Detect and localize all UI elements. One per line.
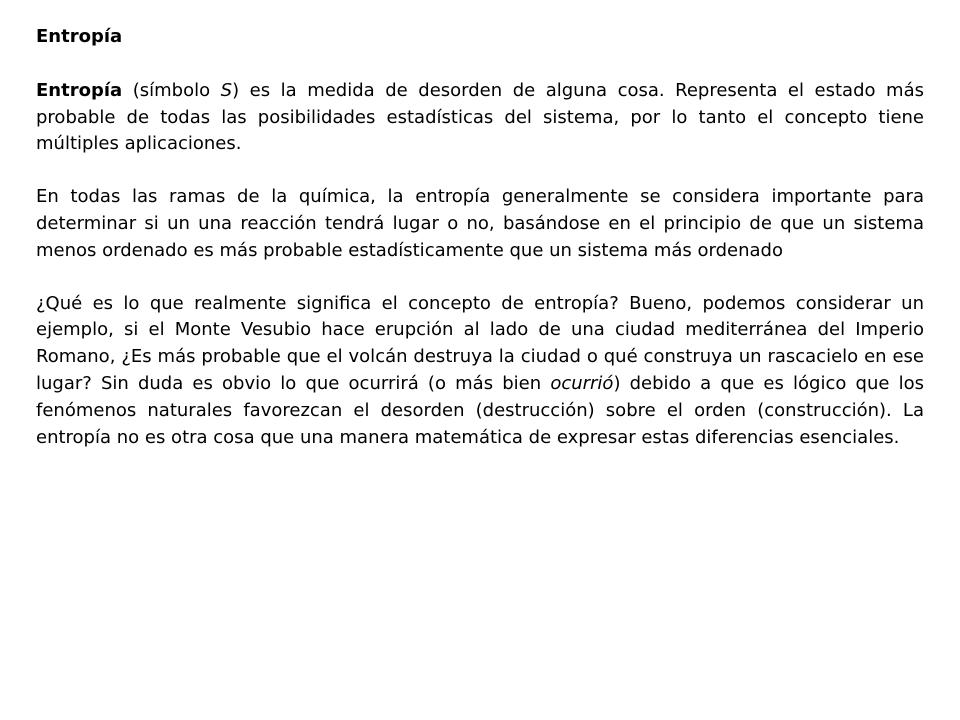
entropy-symbol: S — [220, 79, 233, 101]
example-text-end: ) debido a que es lógico que los fenómenos naturales favorezcan el desorden (destrucción) sobre el orden (construcción). La entropía no es otra cosa que una manera matemática de expresar estas diferencias esenciales. — [36, 372, 925, 448]
definition-text-start: (símbolo — [122, 79, 221, 101]
example-emphasis: ocurrió — [550, 372, 614, 394]
chemistry-paragraph — [36, 184, 924, 264]
example-paragraph — [36, 291, 924, 452]
example-text-start: ¿Qué es lo que realmente significa el concepto de entropía? Bueno, podemos considerar un ejemplo, si el Monte Vesubio hace erupción al lado de una ciudad mediterránea del Imperio Romano, ¿Es más probable que el volcán destruya la ciudad o qué construya un rascacielo en ese lugar? Sin duda es obvio lo que ocurrirá (o más bien — [36, 292, 924, 394]
page-title: Entropía — [36, 26, 123, 47]
defined-term: Entropía — [36, 79, 123, 101]
definition-text-end: ) es la medida de desorden de alguna cosa. Representa el estado más probable de todas las posibilidades estadísticas del sistema, por lo tanto el concepto tiene múltiples aplicaciones. — [36, 79, 924, 155]
slide-content — [36, 24, 924, 451]
definition-paragraph — [36, 78, 924, 158]
chemistry-text: En todas las ramas de la química, la entropía generalmente se considera importante para determinar si un una reacción tendrá lugar o no, basándose en el principio de que un sistema menos ordenado es más probable estadísticamente que un sistema más ordenado — [36, 186, 924, 261]
